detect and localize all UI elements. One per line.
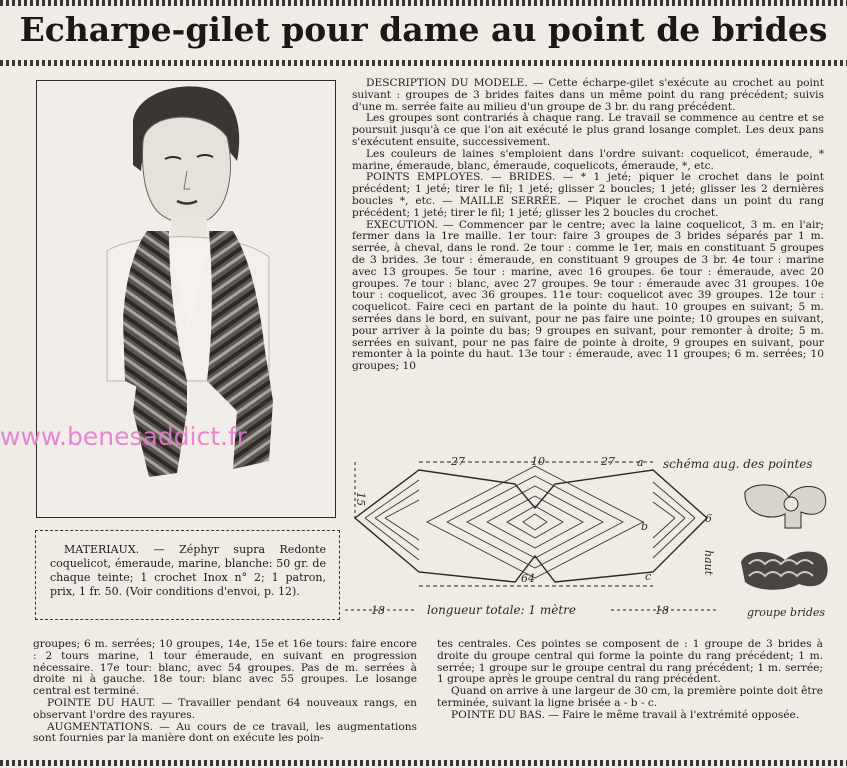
dim-bottom: 64 <box>521 572 535 585</box>
order-paragraph: Les groupes sont contrariés à chaque rang. Le travail se commence au centre et se poursuit jusqu'à ce que l'on ait exécuté le plus grand losange complet. Les deux pans s'exécutent ensuite, successivement. <box>352 112 824 148</box>
right-height: 6 <box>705 512 712 525</box>
bottom-left-column <box>33 639 417 745</box>
page-title: Echarpe-gilet pour dame au point de brides <box>19 10 828 49</box>
dim-top-left: 27 <box>451 455 465 468</box>
length-label: longueur totale: 1 mètre <box>427 603 576 617</box>
length-left: 18 <box>371 604 385 617</box>
point-a: a <box>637 456 644 469</box>
bow-detail-drawing <box>745 485 826 528</box>
point-b: b <box>641 520 649 533</box>
materials-box <box>35 530 340 620</box>
bottom-right-column <box>437 639 823 722</box>
woman-illustration <box>37 81 335 517</box>
watermark-text: www.benesaddict.fr <box>0 422 248 451</box>
group-label: groupe brides <box>747 606 826 619</box>
point-c: c <box>645 570 652 583</box>
top-dotted-rule <box>0 0 847 6</box>
pointe-haut-paragraph: POINTE DU HAUT. — Travailler pendant 64 nouveaux rangs, en observant l'ordre des rayures. <box>33 696 417 721</box>
scarf-outline <box>355 470 707 582</box>
materials-text: MATERIAUX. — Zéphyr supra Redonte coquelicot, émeraude, marine, blanche: 50 gr. de chaque teinte; 1 crochet Inox n° 2; 1 patron, prix, 1 fr. 50. (Voir conditions d'envoi, p. 12). <box>50 543 326 598</box>
execution-paragraph: EXECUTION. — Commencer par le centre; avec la laine coquelicot, 3 m. en l'air; fermer dans la 1re maille. 1er tour: faire 3 groupes de 3 brides séparés par 1 m. serrée, à cheval, dans le rond. 2e tour : comme le 1er, mais en constituant 5 groupes de 3 brides. 3e tour : émeraude, en constituant 9 groupes de 3 br. 4e tour : marine avec 13 groupes. 5e tour : marine, avec 16 groupes. 6e tour : émeraude, avec 20 groupes. 7e tour : blanc, avec 27 groupes. 9e tour : émeraude avec 31 groupes. 10e tour : coquelicot, avec 36 groupes. 11e tour: coquelicot avec 39 groupes. 12e tour : coquelicot. Faire ceci en partant de la pointe du haut. 10 groupes en suivant; 5 m. serrées dans le bord, en suivant, pour ne pas faire une pointe; 10 groupes en suivant, pour arriver à la pointe du bas; 9 groupes en suivant, pour remonter à droite; 5 m. serrées en suivant, pour ne pas faire de pointe à droite, 9 groupes en suivant, pour remonter à la pointe du haut. 13e tour : émeraude, avec 11 groupes; 6 m. serrées; 10 groupes; 10 <box>352 218 824 373</box>
width-paragraph: Quand on arrive à une largeur de 30 cm, la première pointe doit être terminée, suivant la ligne brisée a - b - c. <box>437 685 823 709</box>
dim-left-height: 15 <box>354 492 367 506</box>
dim-top-right: 27 <box>601 455 615 468</box>
schema-caption: schéma aug. des pointes <box>663 457 813 471</box>
right-column <box>352 78 824 373</box>
pointe-bas-paragraph: POINTE DU BAS. — Faire le même travail à l'extrémité opposée. <box>451 708 800 721</box>
brides-group-drawing <box>741 551 828 589</box>
pointes-paragraph: tes centrales. Ces pointes se composent de : 1 groupe de 3 brides à droite du groupe central qui forme la pointe du rang précédent; 1 m. serrée; 1 groupe sur le groupe central du rang précédent; 1 m. serrée; 1 groupe après le groupe central du rang précédent. <box>437 638 823 686</box>
length-right: 18 <box>655 604 669 617</box>
continuation-paragraph: groupes; 6 m. serrées; 10 groupes, 14e, 15e et 16e tours: faire encore : 2 tours marine, 1 tour émeraude, en suivant en progression nécessaire. 17e tour: blanc, avec 54 groupes. Pas de m. serrées à droite ni à gauche. 18e tour: blanc avec 55 groupes. Le losange central est terminé. <box>33 638 417 698</box>
label-haut: haut <box>702 550 715 576</box>
points-paragraph: POINTS EMPLOYES. — BRIDES. — * 1 jeté; piquer le crochet dans le point précédent; 1 jeté; tirer le fil; 1 jeté; glisser 2 boucles; 1 jeté; glisser les 2 dernières boucles *, etc. — MAILLE SERRÉE. — Piquer le crochet dans un point du rang précédent; 1 jeté; tirer le fil; 1 jeté; glisser les 2 boucles du crochet. <box>352 171 824 219</box>
bottom-dotted-rule <box>0 760 847 766</box>
colors-paragraph: Les couleurs de laines s'emploient dans l'ordre suivant: coquelicot, émeraude, * marine, émeraude, blanc, émeraude, coquelicots, émeraude, *, etc. <box>352 147 824 172</box>
scarf-schema <box>345 452 845 634</box>
dim-top-mid: 10 <box>531 455 545 468</box>
augmentations-paragraph: AUGMENTATIONS. — Au cours de ce travail, les augmentations sont fournies par la manière dont on exécute les poin- <box>33 720 417 745</box>
description-paragraph: DESCRIPTION DU MODELE. — Cette écharpe-gilet s'exécute au crochet au point suivant : groupes de 3 brides faites dans un même point du rang précédent; suivis d'une m. serrée faite au milieu d'un groupe de 3 br. du rang précédent. <box>352 77 824 113</box>
title-dotted-rule <box>0 60 847 66</box>
model-photo <box>36 80 336 518</box>
